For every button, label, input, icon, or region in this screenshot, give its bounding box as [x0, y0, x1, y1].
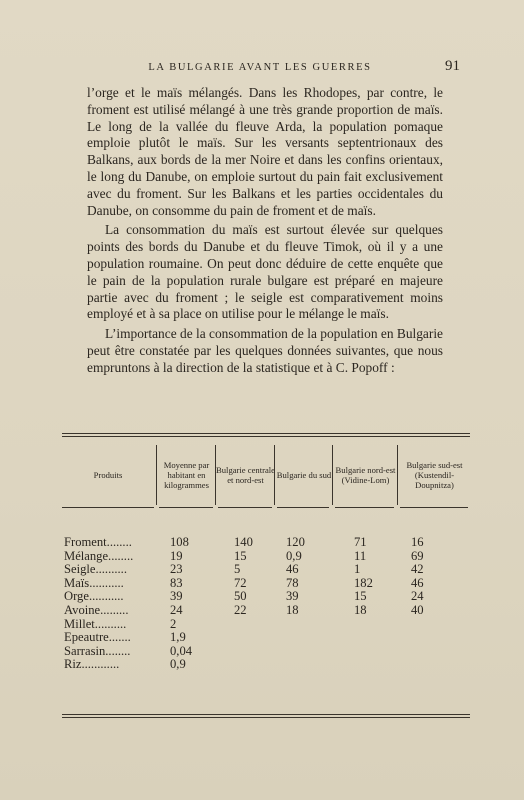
cell-avg: 83 — [170, 575, 183, 590]
cell-ne: 71 — [354, 535, 367, 549]
cell-se: 40 — [411, 603, 424, 617]
cell-central: 140 — [234, 535, 253, 549]
header-centrale: Bulgarie centrale et nord-est — [215, 445, 275, 505]
cell-avg: 39 — [170, 589, 183, 604]
cell-avg: 19 — [170, 548, 183, 563]
cell-central: 22 — [234, 603, 247, 617]
header-sud: Bulgarie du sud — [274, 445, 333, 505]
cell-south: 0,9 — [286, 548, 302, 563]
cell-avg: 0,9 — [170, 657, 186, 672]
header-underline-1 — [62, 507, 154, 508]
cell-ne: 11 — [354, 548, 367, 563]
header-nord-est: Bulgarie nord-est (Vidine-Lom) — [332, 445, 398, 505]
cell-se: 46 — [411, 575, 424, 590]
cell-se: 69 — [411, 548, 424, 563]
product-name: Epeautre....... — [64, 630, 131, 645]
cell-se: 16 — [411, 535, 424, 549]
header-underline-3 — [218, 507, 272, 508]
cell-south: 78 — [286, 575, 299, 590]
product-name: Froment........ — [64, 535, 132, 549]
cell-ne: 182 — [354, 575, 373, 590]
paragraph-2: La consommation du maïs est surtout élevée sur quelques points des bords du Danube et du fleuve Timok, où il y a une population roumaine. On peut donc déduire de cette enquête que le pain de la population rurale bulgare est préparé en majeure partie avec du froment ; le seigle est comparativement moins employé et à sa place on utilise pour le mélange le maïs. — [87, 222, 443, 322]
table-top-rule-2 — [62, 436, 470, 437]
page-number: 91 — [445, 58, 460, 74]
product-name: Avoine......... — [64, 603, 129, 617]
cell-ne: 15 — [354, 589, 367, 604]
cell-se: 42 — [411, 562, 424, 577]
paragraph-1: l’orge et le maïs mélangés. Dans les Rhodopes, par contre, le froment est utilisé mélangé à une très grande proportion de maïs. Le long de la vallée du fleuve Arda, la population pomaque emploie plutôt le maïs. Sur les versants septentrionaux des Balkans, aux bords de la mer Noire et dans les confins orientaux, le long du Danube, on emploie surtout du pain fait exclusivement avec du froment. Sur les Balkans et les parties occidentales du Danube, on consomme du pain de froment et de maïs. — [87, 85, 443, 218]
header-sud-est: Bulgarie sud-est (Kustendil-Doupnitza) — [397, 445, 471, 505]
product-name: Millet.......... — [64, 616, 127, 631]
product-name: Orge........... — [64, 589, 124, 604]
cell-ne: 18 — [354, 603, 367, 617]
cell-avg: 108 — [170, 535, 189, 549]
running-head: LA BULGARIE AVANT LES GUERRES — [148, 62, 372, 73]
cell-avg: 23 — [170, 562, 183, 577]
cell-avg: 0,04 — [170, 643, 193, 658]
header-underline-6 — [400, 507, 468, 508]
product-name: Mélange........ — [64, 548, 134, 563]
body-text — [87, 85, 443, 377]
cell-south: 120 — [286, 535, 305, 549]
cell-avg: 24 — [170, 603, 183, 617]
cell-central: 5 — [234, 562, 241, 577]
table-top-rule — [62, 433, 470, 434]
cell-south: 39 — [286, 589, 299, 604]
cell-south: 18 — [286, 603, 299, 617]
cell-avg: 1,9 — [170, 630, 186, 645]
header-produits: Produits — [93, 469, 123, 480]
table-bottom-rule-2 — [62, 717, 470, 718]
product-name: Seigle.......... — [64, 562, 127, 577]
cell-central: 72 — [234, 575, 247, 590]
product-name: Maïs........... — [64, 575, 124, 590]
consumption-table — [62, 433, 470, 723]
header-underline-4 — [277, 507, 329, 508]
product-name: Riz............ — [64, 657, 120, 672]
cell-ne: 1 — [354, 562, 361, 577]
paragraph-3: L’importance de la consommation de la population en Bulgarie peut être constatée par les quelques données suivantes, que nous empruntons à la direction de la statistique et à C. Popoff : — [87, 326, 443, 375]
cell-se: 24 — [411, 589, 424, 604]
product-name: Sarrasin........ — [64, 643, 131, 658]
header-underline-2 — [159, 507, 213, 508]
cell-central: 50 — [234, 589, 247, 604]
table-row — [62, 657, 470, 672]
table-bottom-rule — [62, 714, 470, 715]
cell-central: 15 — [234, 548, 247, 563]
cell-avg: 2 — [170, 616, 177, 631]
cell-south: 46 — [286, 562, 299, 577]
header-underline-5 — [335, 507, 394, 508]
header-moyenne: Moyenne par habitant en kilogrammes — [156, 445, 216, 505]
